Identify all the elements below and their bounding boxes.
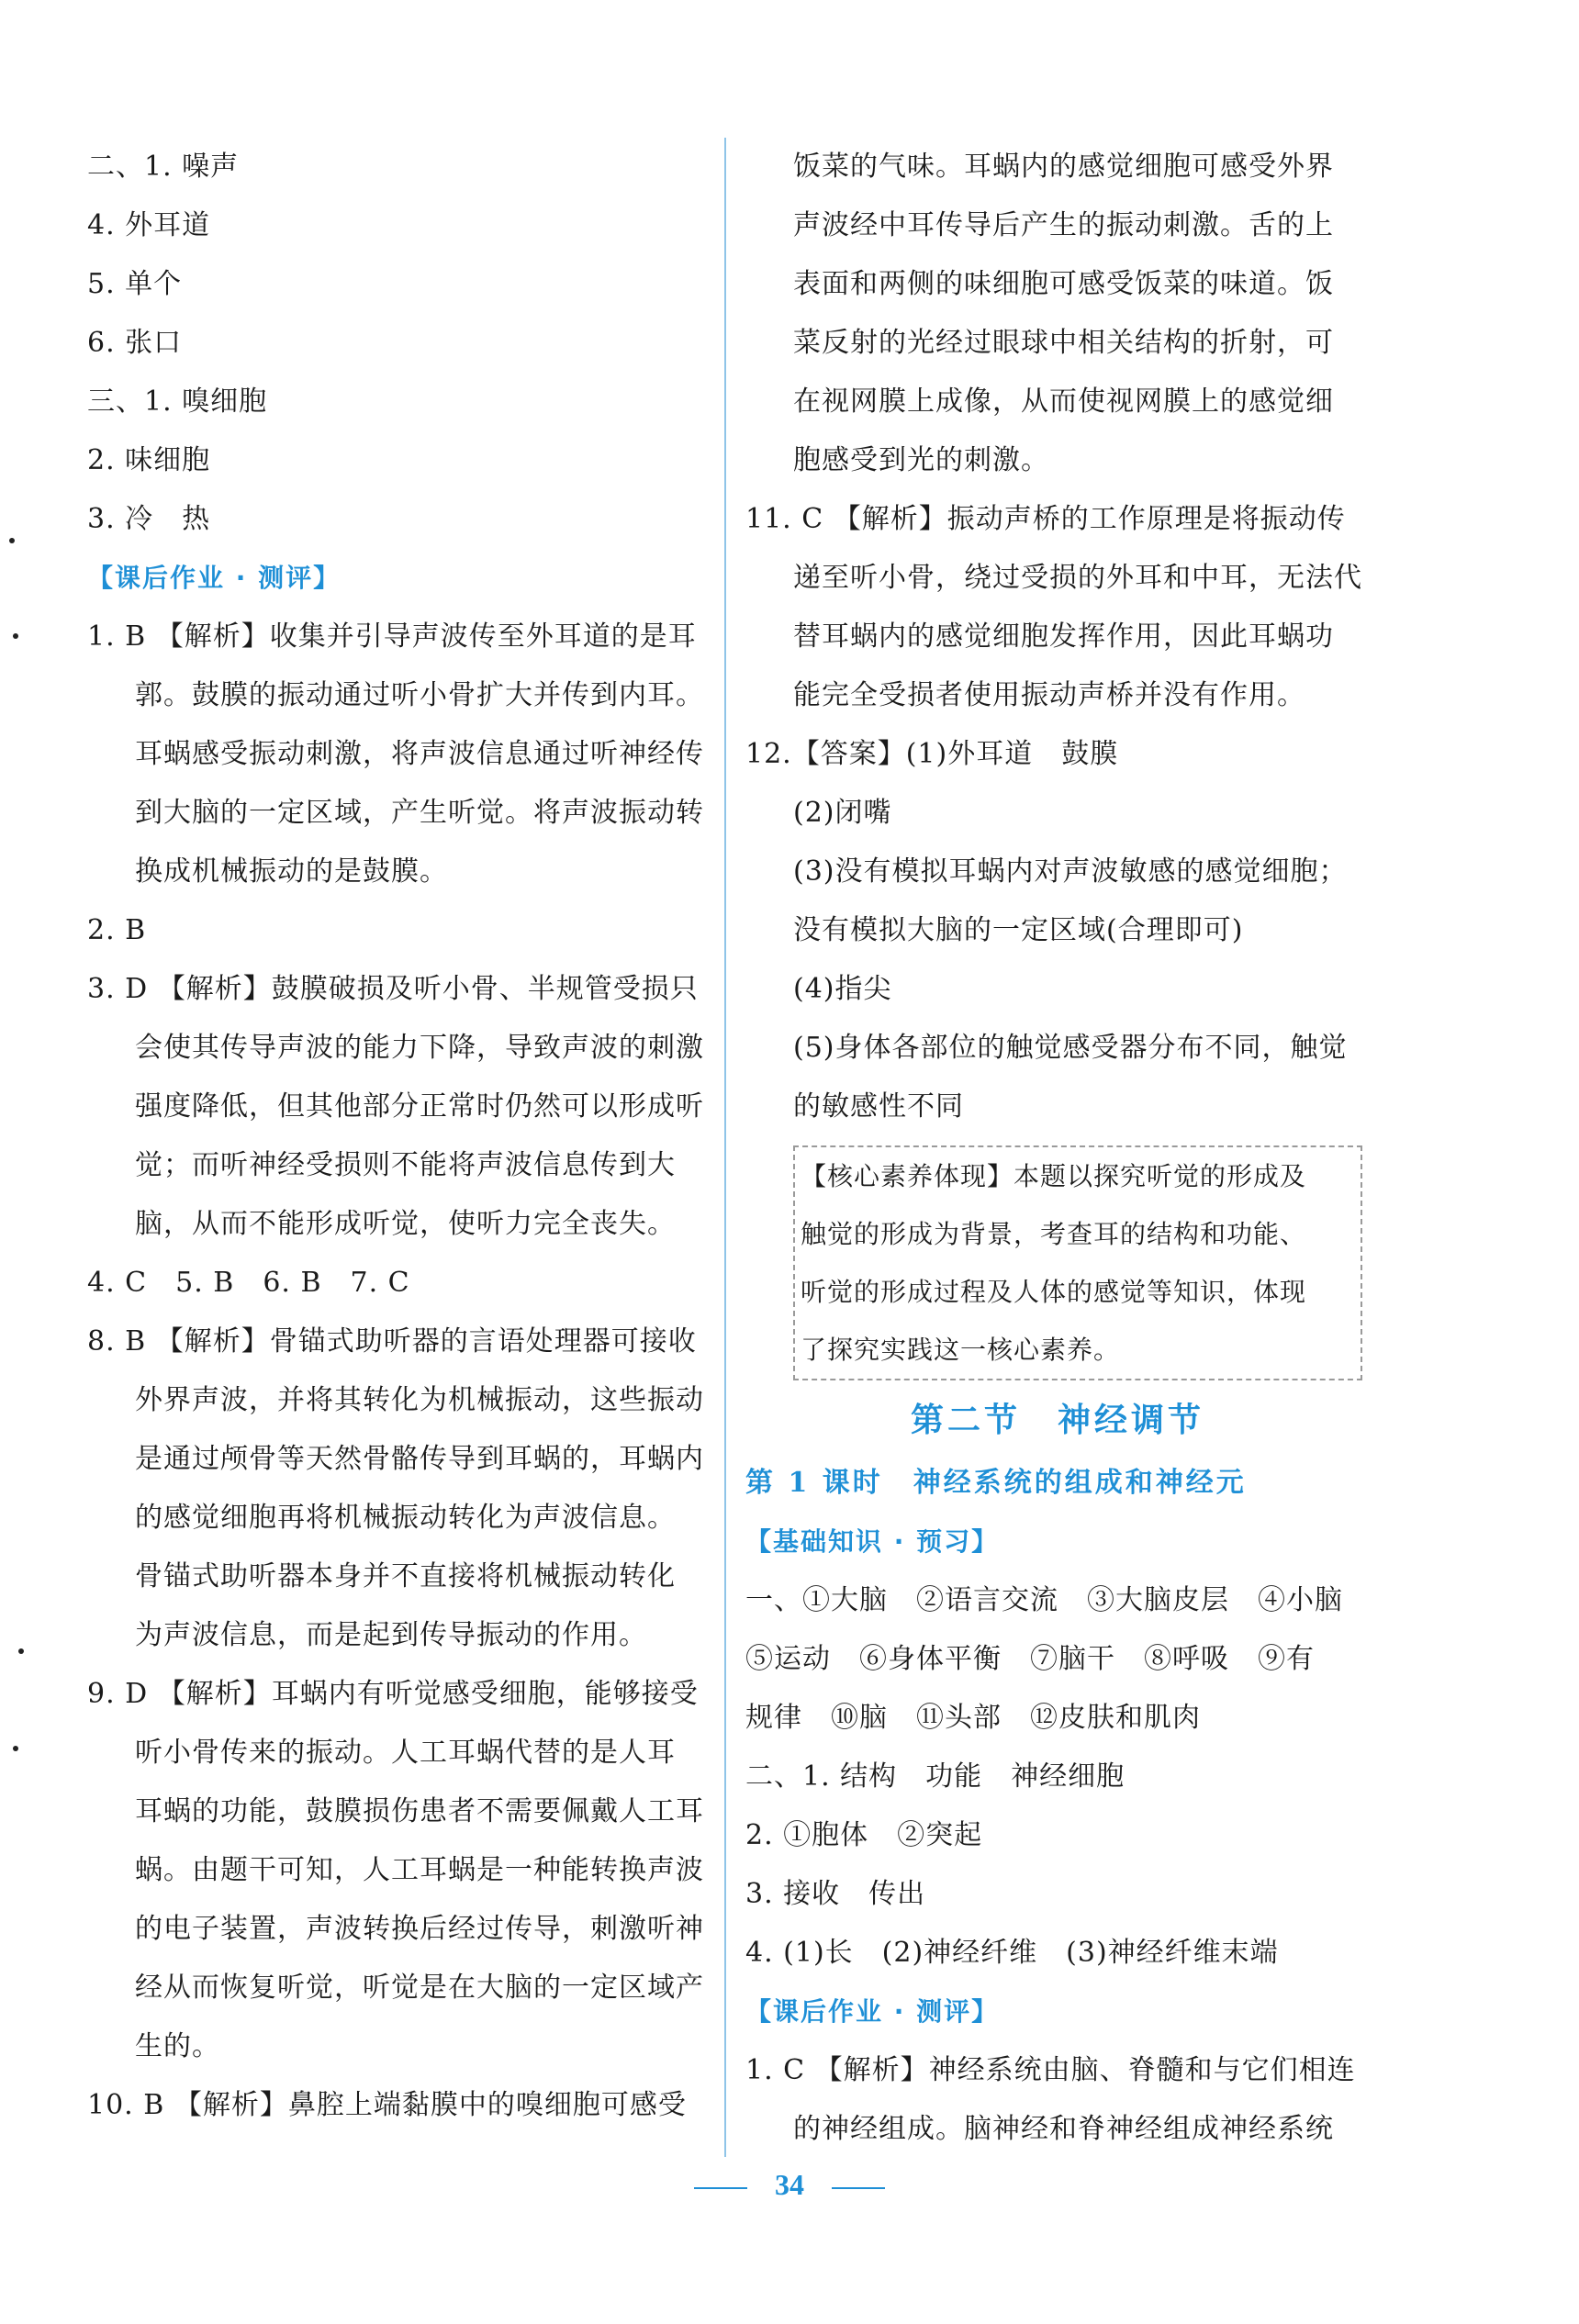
answer-line: 1. B 【解析】收集并引导声波传至外耳道的是耳 — [87, 620, 697, 653]
column-divider — [724, 138, 726, 2157]
answer-line: 4. 外耳道 — [87, 209, 211, 241]
answer-line: 12.【答案】(1)外耳道 鼓膜 — [745, 738, 1119, 770]
answer-line: 没有模拟大脑的一定区域(合理即可) — [793, 914, 1244, 946]
answer-line: 的敏感性不同 — [793, 1090, 964, 1123]
section-heading-homework: 【课后作业 · 测评】 — [745, 1996, 1000, 2027]
section-title: 第二节 神经调节 — [910, 1402, 1204, 1439]
answer-line: 3. 接收 传出 — [745, 1878, 926, 1910]
core-line: 触觉的形成为背景，考查耳的结构和功能、 — [801, 1219, 1307, 1249]
answer-line: 外界声波，并将其转化为机械振动，这些振动 — [135, 1384, 704, 1416]
answer-line: 换成机械振动的是鼓膜。 — [135, 855, 448, 888]
answer-line: 3. 冷 热 — [87, 503, 211, 535]
answer-line: 4. (1)长 (2)神经纤维 (3)神经纤维末端 — [745, 1937, 1279, 1969]
answer-line: 声波经中耳传导后产生的振动刺激。舌的上 — [793, 209, 1334, 241]
answer-line: 的电子装置，声波转换后经过传导，刺激听神 — [135, 1913, 704, 1945]
answer-line: 骨锚式助听器本身并不直接将机械振动转化 — [135, 1560, 676, 1592]
answer-line: 到大脑的一定区域，产生听觉。将声波振动转 — [135, 797, 704, 829]
answer-line: 会使其传导声波的能力下降，导致声波的刺激 — [135, 1032, 704, 1064]
answer-line: 一、①大脑 ②语言交流 ③大脑皮层 ④小脑 — [745, 1584, 1343, 1616]
answer-line: 蜗。由题干可知，人工耳蜗是一种能转换声波 — [135, 1854, 704, 1886]
answer-line: 二、1. 噪声 — [87, 151, 240, 183]
answer-line: 的神经组成。脑神经和脊神经组成神经系统 — [793, 2113, 1334, 2145]
answer-line: 胞感受到光的刺激。 — [793, 444, 1049, 476]
answer-line: 的感觉细胞再将机械振动转化为声波信息。 — [135, 1502, 676, 1534]
answer-line: (3)没有模拟耳蜗内对声波敏感的感觉细胞； — [793, 855, 1348, 888]
page-number: 34 — [775, 2168, 804, 2201]
answer-line: 脑，从而不能形成听觉，使听力完全丧失。 — [135, 1208, 676, 1240]
answer-line: 8. B 【解析】骨锚式助听器的言语处理器可接收 — [87, 1325, 697, 1358]
answer-line: 10. B 【解析】鼻腔上端黏膜中的嗅细胞可感受 — [87, 2089, 687, 2121]
answer-line: 2. ①胞体 ②突起 — [745, 1819, 983, 1851]
section-heading-basic: 【基础知识 · 预习】 — [745, 1526, 1000, 1557]
answer-line: 1. C 【解析】神经系统由脑、脊髓和与它们相连 — [745, 2054, 1356, 2086]
answer-line: 11. C 【解析】振动声桥的工作原理是将振动传 — [745, 503, 1346, 535]
core-line: 听觉的形成过程及人体的感觉等知识，体现 — [801, 1277, 1307, 1307]
answer-line: 能完全受损者使用振动声桥并没有作用。 — [793, 679, 1305, 711]
answer-line: 2. 味细胞 — [87, 444, 211, 476]
answer-line: (5)身体各部位的触觉感受器分布不同，触觉 — [793, 1032, 1348, 1064]
answer-line: 是通过颅骨等天然骨骼传导到耳蜗的，耳蜗内 — [135, 1443, 704, 1475]
answer-line: 替耳蜗内的感觉细胞发挥作用，因此耳蜗功 — [793, 620, 1334, 653]
scan-speck — [13, 1746, 18, 1751]
answer-line: 生的。 — [135, 2030, 220, 2062]
answer-line: 规律 ⑩脑 ⑪头部 ⑫皮肤和肌肉 — [745, 1702, 1201, 1734]
answer-line: 5. 单个 — [87, 268, 183, 300]
answer-line: 三、1. 嗅细胞 — [87, 385, 268, 418]
answer-line: 为声波信息，而是起到传导振动的作用。 — [135, 1619, 647, 1651]
answer-line: 耳蜗的功能，鼓膜损伤患者不需要佩戴人工耳 — [135, 1795, 704, 1827]
scan-speck — [9, 538, 15, 543]
answer-line: 耳蜗感受振动刺激，将声波信息通过听神经传 — [135, 738, 704, 770]
scan-speck — [13, 633, 18, 639]
core-literacy-box — [793, 1145, 1362, 1380]
left-column — [87, 138, 721, 2135]
answer-line: 觉；而听神经受损则不能将声波信息传到大 — [135, 1149, 676, 1181]
answer-line: (2)闭嘴 — [793, 797, 892, 829]
answer-line: 菜反射的光经过眼球中相关结构的折射，可 — [793, 327, 1334, 359]
scan-speck — [18, 1648, 24, 1654]
answer-line: 听小骨传来的振动。人工耳蜗代替的是人耳 — [135, 1737, 676, 1769]
lesson-title: 第 1 课时 神经系统的组成和神经元 — [745, 1467, 1247, 1499]
answer-line: 表面和两侧的味细胞可感受饭菜的味道。饭 — [793, 268, 1334, 300]
answer-line: 在视网膜上成像，从而使视网膜上的感觉细 — [793, 385, 1334, 418]
answer-line: 6. 张口 — [87, 327, 183, 359]
answer-line: 强度降低，但其他部分正常时仍然可以形成听 — [135, 1090, 704, 1123]
answer-line: 4. C 5. B 6. B 7. C — [87, 1267, 410, 1299]
answer-line: 饭菜的气味。耳蜗内的感觉细胞可感受外界 — [793, 151, 1334, 183]
footer-rule-left — [694, 2187, 747, 2189]
answer-line: 9. D 【解析】耳蜗内有听觉感受细胞，能够接受 — [87, 1678, 699, 1710]
core-line: 了探究实践这一核心素养。 — [801, 1335, 1121, 1365]
answer-line: (4)指尖 — [793, 973, 892, 1005]
answer-line: 2. B — [87, 914, 147, 946]
answer-line: 经从而恢复听觉，听觉是在大脑的一定区域产 — [135, 1972, 704, 2004]
answer-line: ⑤运动 ⑥身体平衡 ⑦脑干 ⑧呼吸 ⑨有 — [745, 1643, 1315, 1675]
answer-line: 3. D 【解析】鼓膜破损及听小骨、半规管受损只 — [87, 973, 699, 1005]
core-line: 【核心素养体现】本题以探究听觉的形成及 — [801, 1161, 1307, 1191]
page-footer — [0, 2168, 1579, 2202]
answer-line: 递至听小骨，绕过受损的外耳和中耳，无法代 — [793, 562, 1362, 594]
right-column — [745, 138, 1370, 2159]
section-heading-homework: 【课后作业 · 测评】 — [87, 563, 342, 593]
footer-rule-right — [832, 2187, 885, 2189]
answer-line: 二、1. 结构 功能 神经细胞 — [745, 1760, 1125, 1793]
answer-line: 郭。鼓膜的振动通过听小骨扩大并传到内耳。 — [135, 679, 704, 711]
